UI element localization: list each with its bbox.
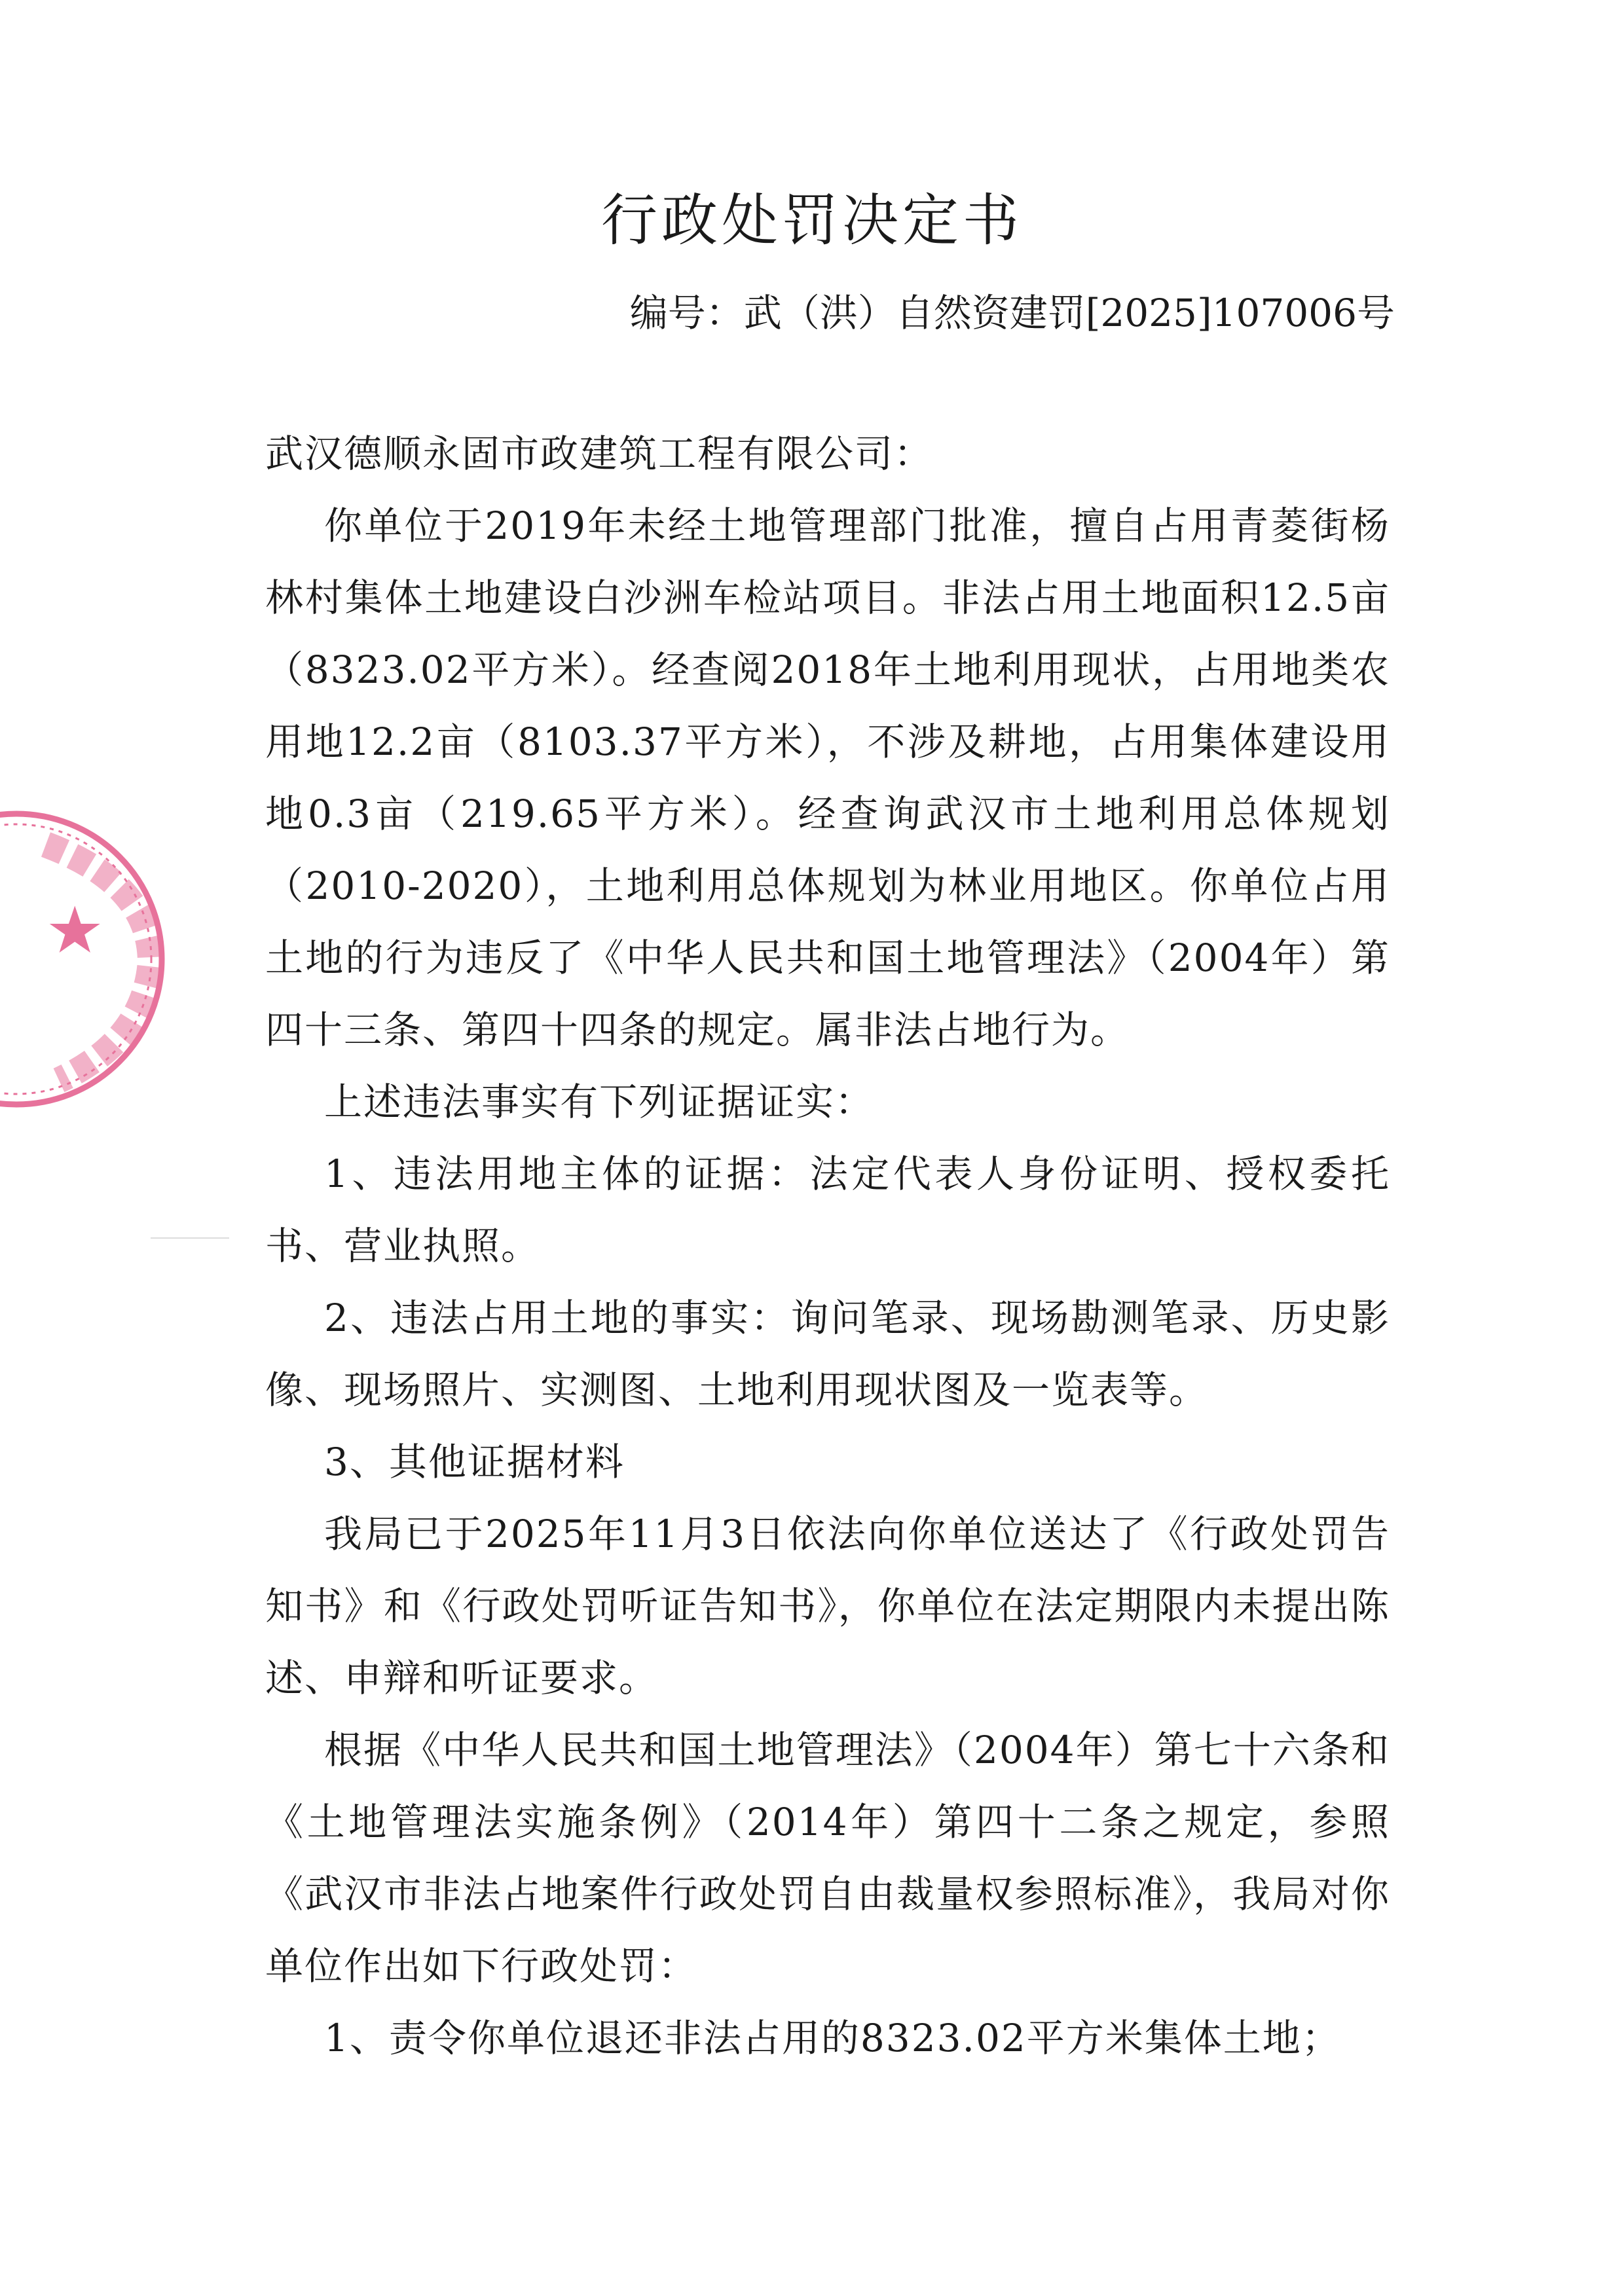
body-paragraph: 上述违法事实有下列证据证实： <box>324 1080 875 1124</box>
body-paragraph: 我局已于2025年11月3日依法向你单位送达了《行政处罚告知书》和《行政处罚听证告知书》，你单位在法定期限内未提出陈述、申辩和听证要求。 <box>265 1512 1390 1700</box>
body-paragraph: 你单位于2019年未经土地管理部门批准，擅自占用青菱街杨林村集体土地建设白沙洲车检站项目。非法占用土地面积12.5亩（8323.02平方米）。经查阅2018年土地利用现状，占用地类农用地12.2亩（8103.37平方米），不涉及耕地，占用集体建设用地0.3亩（219.65平方米）。经查询武汉市土地利用总体规划（2010-2020），土地利用总体规划为林业用地区。你单位占用土地的行为违反了《中华人民共和国土地管理法》（2004年）第四十三条、第四十四条的规定。属非法占地行为。 <box>265 503 1390 1052</box>
seal-icon <box>0 805 170 1113</box>
document-number: 编号：武（洪）自然资建罚[2025]107006号 <box>629 291 1395 335</box>
body-paragraph: 根据《中华人民共和国土地管理法》（2004年）第七十六条和《土地管理法实施条例》（2014年）第四十二条之规定，参照《武汉市非法占地案件行政处罚自由裁量权参照标准》，我局对你单位作出如下行政处罚： <box>265 1728 1390 1988</box>
body-paragraph: 2、违法占用土地的事实：询问笔录、现场勘测笔录、历史影像、现场照片、实测图、土地利用现状图及一览表等。 <box>265 1296 1390 1412</box>
scan-margin-mark <box>151 1237 229 1239</box>
document-title: 行政处罚决定书 <box>601 188 1023 253</box>
body-paragraph: 1、违法用地主体的证据：法定代表人身份证明、授权委托书、营业执照。 <box>265 1152 1390 1268</box>
official-seal-stamp <box>0 805 170 1113</box>
body-paragraph: 3、其他证据材料 <box>324 1440 625 1484</box>
document-body <box>265 418 1390 2074</box>
recipient-line: 武汉德顺永固市政建筑工程有限公司： <box>265 431 934 476</box>
body-paragraph: 1、责令你单位退还非法占用的8323.02平方米集体土地； <box>324 2016 1341 2060</box>
